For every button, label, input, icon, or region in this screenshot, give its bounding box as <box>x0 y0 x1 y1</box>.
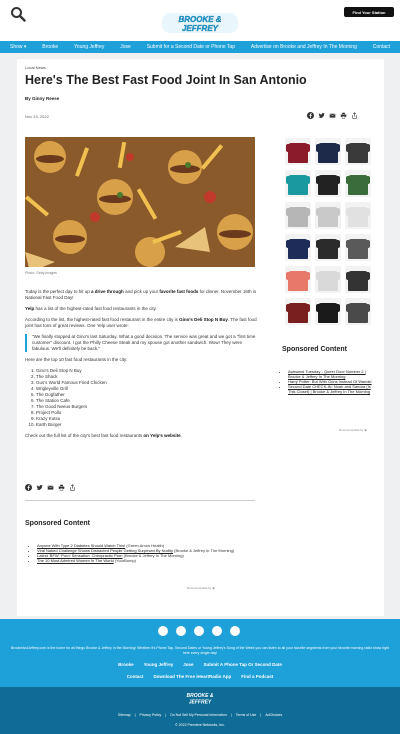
list-intro: Here are the top 10 fast food restaurants in the city: <box>25 357 128 362</box>
merch-grid <box>285 138 370 325</box>
merch-item[interactable] <box>345 298 371 325</box>
share-bar-bottom <box>25 484 76 491</box>
sponsored-item: • Viral Naked Challenge Shows Distracted People Getting Surprised By Nudity (Brooke & Jeffrey In The Morning) <box>37 548 256 553</box>
list-item: 4. Wrigleyville Grill <box>36 386 260 392</box>
merch-item[interactable] <box>285 298 311 325</box>
article-paragraph-3: According to the list, the highest-rated fast food restaurant in the entire city is Gino's Deli Stop N Buy. The fast food joint has tons of great reviews. One Yelp user wrote: <box>25 317 257 328</box>
sidebar-sponsored-title: Sponsored Content <box>282 346 347 353</box>
merch-item[interactable] <box>315 202 341 229</box>
footer-links-row-2 <box>0 674 400 679</box>
twitter-share-icon[interactable] <box>36 484 43 491</box>
list-item: 3. Gus's World Famous Fried Chicken <box>36 380 260 386</box>
top-10-list <box>25 368 260 428</box>
nav-item-show[interactable]: Show ▾ <box>10 44 27 50</box>
sponsored-item: • The 10 Most Admired Women In The World (YourBump) <box>37 558 256 563</box>
sponsored-item: • Anyone With Type 2 Diabetes Should Watch This! (Green Arrow Health) <box>37 543 256 548</box>
article-body <box>25 289 260 444</box>
list-item: 2. The Shack <box>36 374 260 380</box>
sidebar-sponsored-link[interactable]: Second Date CHECK-IN: Noah and Sandra (Is This Closet) | Brooke & Jeffrey In The Morning <box>288 384 371 394</box>
list-item: 7. The Good Neeus Burgers <box>36 404 260 410</box>
footer-link[interactable]: Download The Free iHeartRadio App <box>153 674 232 679</box>
footer-logo[interactable] <box>183 691 217 705</box>
legal-privacy[interactable]: Privacy Policy <box>139 713 162 717</box>
footer-legal-links: Sitemap | Privacy Policy | Do Not Sell My Personal Information | Terms of Use | AdChoices <box>117 713 283 717</box>
footer-description: BrookeAndJeffrey.com is the home for all things Brooke & Jeffrey In the Morning! Whether it's Phone Tap, Second Dates or Young Jeffrey's Song of the Week you can listen to all your favorite segments from your favorite morning radio show right here every single day! <box>11 646 389 655</box>
article-paragraph-1: Today is the perfect day to hit up a drive through and pick up your favorite fast foods for dinner. November 16th is National Fast Food Day! <box>25 289 257 300</box>
merch-item[interactable] <box>285 234 311 261</box>
site-header <box>0 0 400 41</box>
footer-bottom <box>0 687 400 734</box>
sponsored-item: • Latest 'BFW' 'Porn' Sensation: Chiropractic Porn (Brooke & Jeffrey In The Morning) <box>37 553 256 558</box>
merch-item[interactable] <box>285 138 311 165</box>
nav-item-submit[interactable]: Submit for a Second Date or Phone Tap <box>146 44 235 50</box>
sidebar-sponsored-list <box>282 369 372 394</box>
legal-adchoices[interactable]: AdChoices <box>265 713 283 717</box>
sponsored-link[interactable]: Latest 'BFW' 'Porn' Sensation: Chiropractic Porn <box>37 553 123 558</box>
yelp-review-quote: "We finally stopped at Gino's last Saturday. What a good decision. The service was great and we got a "first time customer" discount. I got the Philly Cheese Steak and my spouse got another sandwich. Wow! They were fabulous. We'll definitely be back." <box>25 334 260 352</box>
list-item: 8. Project Pollo <box>36 410 260 416</box>
article-title: Here's The Best Fast Food Joint In San Antonio <box>25 73 307 87</box>
merch-item[interactable] <box>315 298 341 325</box>
article-date: Nov 15, 2022 <box>25 114 49 119</box>
merch-item[interactable] <box>315 170 341 197</box>
more-share-icon[interactable] <box>351 112 358 119</box>
sponsored-link[interactable]: The 10 Most Admired Women In The World <box>37 558 114 563</box>
recommended-by-badge[interactable]: Recommended by ◉ <box>187 586 215 590</box>
facebook-icon[interactable] <box>158 626 168 636</box>
sponsored-content-title: Sponsored Content <box>25 520 90 527</box>
merch-item[interactable] <box>345 266 371 293</box>
merch-item[interactable] <box>345 138 371 165</box>
nav-item-advertise[interactable]: Advertise on Brooke and Jeffrey In The Morning <box>250 44 357 50</box>
hero-image-fast-food <box>25 137 255 267</box>
sidebar-sponsored-link[interactable]: Harry Potter: But With Guns Instead Of Wands! <box>288 379 372 384</box>
email-share-icon[interactable] <box>329 112 336 119</box>
nav-item-jose[interactable]: Jose <box>120 44 131 50</box>
sponsored-link[interactable]: Viral Naked Challenge Shows Distracted People Getting Surprised By Nudity <box>37 548 173 553</box>
list-item: 9. Krazy Kutsu <box>36 416 260 422</box>
merch-item[interactable] <box>345 170 371 197</box>
list-item: 5. The Dogfather <box>36 392 260 398</box>
logo-text-line2: JEFFREY <box>181 24 219 33</box>
sidebar-sponsored-link[interactable]: Awkward Tuesday - Queer Door Number 2 | Brooke & Jeffrey In The Morning <box>288 369 366 379</box>
merch-item[interactable] <box>285 202 311 229</box>
sponsored-content-list <box>31 543 256 563</box>
twitter-icon[interactable] <box>176 626 186 636</box>
merch-item[interactable] <box>345 202 371 229</box>
merch-item[interactable] <box>315 266 341 293</box>
sidebar-sponsored-item <box>288 369 372 379</box>
facebook-share-icon[interactable] <box>25 484 32 491</box>
link-drive-through[interactable]: a drive through <box>91 289 124 294</box>
merch-item[interactable] <box>315 138 341 165</box>
footer-logo-line2: JEFFREY <box>188 699 212 705</box>
footer-link[interactable]: Find a Podcast <box>241 674 274 679</box>
list-item: 10. Earth Burger <box>36 422 260 428</box>
sponsored-link[interactable]: Anyone With Type 2 Diabetes Should Watch This! <box>37 543 126 548</box>
list-item: 1. Gino's Deli Stop N Buy <box>36 368 260 374</box>
sidebar-sponsored-item <box>288 384 372 394</box>
footer-copyright: © 2022 Premiere Networks, Inc. <box>175 723 225 727</box>
twitter-share-icon[interactable] <box>318 112 325 119</box>
merch-item[interactable] <box>345 234 371 261</box>
article-paragraph-2: Yelp has a list of the highest-rated fast food restaurants in the city. <box>25 306 157 311</box>
youtube-icon[interactable] <box>194 626 204 636</box>
find-your-station-button[interactable]: Find Your Station <box>344 7 394 17</box>
footer-logo-line1: BROOKE & <box>186 693 214 699</box>
footer-link[interactable]: Contact <box>126 674 144 679</box>
legal-terms[interactable]: Terms of Use <box>235 713 257 717</box>
article-outro: Check out the full list of the city's best fast food restaurants on Yelp's website. <box>25 433 182 438</box>
legal-do-not-sell[interactable]: Do Not Sell My Personal Information <box>170 713 227 717</box>
sidebar-recommended-by-badge[interactable]: Recommended by ◉ <box>339 428 367 432</box>
share-bar-top <box>307 112 358 119</box>
footer-social-icons <box>158 626 240 636</box>
merch-item[interactable] <box>285 266 311 293</box>
section-divider <box>25 500 255 501</box>
site-footer <box>0 619 400 734</box>
footer-link[interactable]: Submit A Phone Tap Or Second Date <box>203 662 282 667</box>
print-share-icon[interactable] <box>340 112 347 119</box>
link-yelp-website[interactable]: on Yelp's website <box>143 433 181 438</box>
print-share-icon[interactable] <box>58 484 65 491</box>
snapchat-icon[interactable] <box>230 626 240 636</box>
nav-item-contact[interactable]: Contact <box>372 44 390 50</box>
footer-links-row-1 <box>0 662 400 667</box>
legal-sitemap[interactable]: Sitemap <box>117 713 131 717</box>
article-card <box>17 59 384 616</box>
logo-text-line1: BROOKE & <box>178 15 222 24</box>
article-category[interactable]: Local News <box>25 65 46 70</box>
more-share-icon[interactable] <box>69 484 76 491</box>
main-nav <box>0 41 400 53</box>
merch-item[interactable] <box>315 234 341 261</box>
nav-item-brooke[interactable]: Brooke <box>42 44 59 50</box>
article-byline: By Ginny Reese <box>25 96 60 101</box>
search-icon[interactable] <box>10 6 26 22</box>
link-favorite-fast-foods[interactable]: favorite fast foods <box>159 289 199 294</box>
site-logo[interactable] <box>160 10 240 36</box>
image-credit: Photo: Getty Images <box>25 271 57 275</box>
instagram-icon[interactable] <box>212 626 222 636</box>
email-share-icon[interactable] <box>47 484 54 491</box>
nav-item-young-jeffrey[interactable]: Young Jeffrey <box>74 44 105 50</box>
footer-link[interactable]: Jose <box>183 662 194 667</box>
list-item: 6. The Station Cafe <box>36 398 260 404</box>
facebook-share-icon[interactable] <box>307 112 314 119</box>
footer-link[interactable]: Young Jeffrey <box>143 662 174 667</box>
footer-link[interactable]: Brooke <box>118 662 134 667</box>
link-ginos-deli[interactable]: Gino's Deli Stop N Buy <box>179 317 228 322</box>
merch-item[interactable] <box>285 170 311 197</box>
link-yelp[interactable]: Yelp <box>25 306 35 311</box>
